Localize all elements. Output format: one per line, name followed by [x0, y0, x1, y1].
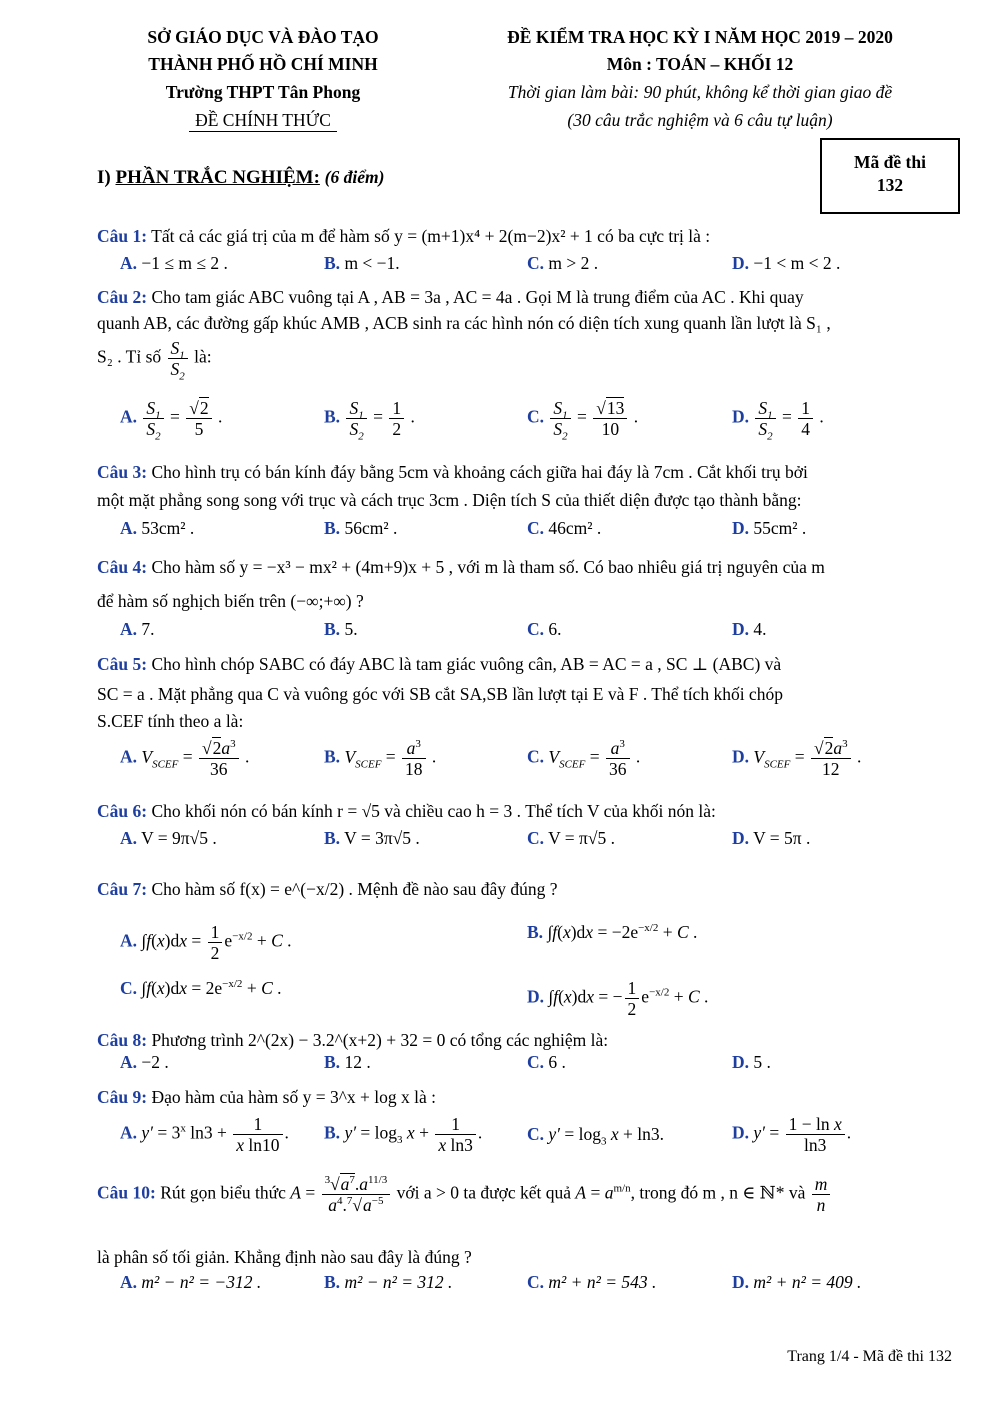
- option-letter: C.: [527, 1124, 545, 1144]
- q2-option-a[interactable]: A. $\frac{S_1}{S_2}$ = $\frac{√2}{5}$ .: [120, 398, 223, 443]
- q5-option-c[interactable]: C. $V_{SCEF}$ = $\frac{a^3}{36}$ .: [527, 738, 641, 779]
- option-letter: C.: [527, 746, 545, 767]
- option-letter: A.: [120, 253, 138, 273]
- question-5-line3: S.CEF tính theo a là:: [97, 711, 244, 731]
- question-8: [97, 1027, 953, 1054]
- q10-option-a[interactable]: [120, 1272, 261, 1293]
- q10-text-end: , trong đó m , n ∈ ℕ* và: [630, 1182, 806, 1203]
- question-2: [97, 284, 953, 311]
- question-label: Câu 2:: [97, 287, 148, 307]
- option-text: 5.: [344, 619, 358, 639]
- option-text: m² + n² = 543 .: [548, 1272, 657, 1292]
- question-text: Cho khối nón có bán kính r = √5 và chiều cao h = 3 . Thể tích V của khối nón là:: [151, 801, 716, 821]
- q10-option-c[interactable]: [527, 1272, 656, 1293]
- question-label: Câu 6:: [97, 801, 148, 821]
- option-text: 46cm² .: [548, 518, 602, 538]
- option-text: m² − n² = −312 .: [141, 1272, 262, 1292]
- option-text: V = 5π .: [753, 828, 811, 848]
- q1-option-a[interactable]: [120, 253, 228, 274]
- q6-option-c[interactable]: [527, 828, 615, 849]
- q7-option-a[interactable]: A. ∫f(x)dx = $\frac{1}{2}$ $e^{-x/2} + C$ .: [120, 922, 292, 963]
- question-label: Câu 4:: [97, 557, 148, 577]
- option-text: V = 9π√5 .: [141, 828, 217, 848]
- section-prefix: I): [97, 167, 116, 188]
- question-2-line2: quanh AB, các đường gấp khúc AMB , ACB sinh ra các hình nón có diện tích xung quanh lần lượt là S₁ ,: [97, 313, 831, 333]
- option-letter: A.: [120, 619, 138, 639]
- question-5-line2: SC = a . Mặt phẳng qua C và vuông góc với SB cắt SA,SB lần lượt tại E và F . Thể tích khối chóp: [97, 684, 783, 704]
- section-title: [97, 167, 384, 189]
- q2-option-b[interactable]: B. $\frac{S_1}{S_2}$ = $\frac{1}{2}$ .: [324, 398, 415, 443]
- option-text: m < −1.: [344, 253, 400, 273]
- question-10-line2: là phân số tối giản. Khẳng định nào sau đây là đúng ?: [97, 1247, 472, 1267]
- subject-line: Môn : TOÁN – KHỐI 12: [606, 54, 794, 74]
- q7-option-b[interactable]: B. $\int f(x)dx = -2e^{-x/2} + C$ .: [527, 922, 698, 942]
- option-letter: D.: [527, 986, 545, 1007]
- option-letter: D.: [732, 828, 750, 848]
- question-text: Tất cả các giá trị của m để hàm số y = (m+1)x⁴ + 2(m−2)x² + 1 có ba cực trị là :: [151, 226, 711, 246]
- q6-option-d[interactable]: [732, 828, 810, 849]
- q4-option-c[interactable]: [527, 619, 562, 640]
- option-letter: C.: [527, 406, 545, 427]
- question-text: Đạo hàm của hàm số y = 3^x + log x là :: [151, 1087, 437, 1107]
- q3-option-a[interactable]: [120, 518, 194, 539]
- question-text: Cho hàm số f(x) = e^(−x/2) . Mệnh đề nào sau đây đúng ?: [151, 879, 558, 899]
- option-letter: C.: [527, 1272, 545, 1292]
- q5-option-b[interactable]: B. $V_{SCEF}$ = $\frac{a^3}{18}$ .: [324, 738, 437, 779]
- question-text-line1: Cho hình chóp SABC có đáy ABC là tam giác vuông cân, AB = AC = a , SC ⊥ (ABC) và: [151, 654, 782, 674]
- q4-option-d[interactable]: [732, 619, 767, 640]
- option-text: m² − n² = 312 .: [344, 1272, 453, 1292]
- question-label: Câu 5:: [97, 654, 148, 674]
- question-2-line3: [97, 338, 212, 383]
- q2-option-c[interactable]: C. $\frac{S_1}{S_2}$ = $\frac{√13}{10}$ .: [527, 398, 639, 443]
- q8-option-d[interactable]: [732, 1052, 771, 1073]
- q6-option-b[interactable]: [324, 828, 420, 849]
- q2-option-d[interactable]: D. $\frac{S_1}{S_2}$ = $\frac{1}{4}$ .: [732, 398, 824, 443]
- option-letter: B.: [324, 746, 341, 767]
- option-text: 6.: [548, 619, 562, 639]
- option-text: −1 ≤ m ≤ 2 .: [141, 253, 228, 273]
- exam-code-label: Mã đề thi: [854, 152, 926, 172]
- option-letter: C.: [120, 978, 138, 998]
- q9-option-d[interactable]: D. y′ = $\frac{\text{1 − ln x}}{\ln 3}$ .: [732, 1114, 852, 1155]
- option-letter: B.: [324, 253, 341, 273]
- question-label: Câu 1:: [97, 226, 148, 246]
- option-letter: D.: [732, 518, 750, 538]
- q1-option-d[interactable]: [732, 253, 840, 274]
- question-5: [97, 651, 953, 678]
- option-letter: C.: [527, 619, 545, 639]
- option-text: V = π√5 .: [548, 828, 615, 848]
- q5-option-d[interactable]: D. $V_{SCEF}$ = $\frac{√2a^3}{12}$ .: [732, 738, 862, 779]
- ratio-fraction: $\frac{S_1}{S_2}$: [168, 338, 188, 379]
- q1-option-c[interactable]: [527, 253, 598, 274]
- option-text: 4.: [753, 619, 767, 639]
- option-letter: A.: [120, 1052, 138, 1072]
- official-label: [88, 110, 438, 131]
- official-text: ĐỀ CHÍNH THỨC: [189, 110, 337, 132]
- question-9: [97, 1084, 953, 1111]
- q3-option-c[interactable]: [527, 518, 601, 539]
- option-letter: A.: [120, 746, 138, 767]
- option-letter: B.: [324, 1122, 341, 1143]
- q8-option-a[interactable]: [120, 1052, 169, 1073]
- option-letter: C.: [527, 1052, 545, 1072]
- question-label: Câu 3:: [97, 462, 148, 482]
- question-3-line2: một mặt phẳng song song với trục và cách trục 3cm . Diện tích S của thiết diện được tạo thành bằng:: [97, 490, 802, 510]
- option-text: V = 3π√5 .: [344, 828, 420, 848]
- question-6: [97, 798, 953, 825]
- question-label: Câu 7:: [97, 879, 148, 899]
- option-text: 53cm² .: [141, 518, 195, 538]
- department-line1: SỞ GIÁO DỤC VÀ ĐÀO TẠO: [147, 27, 379, 47]
- q4-option-a[interactable]: [120, 619, 155, 640]
- question-10: Câu 10: Rút gọn biểu thức A = $\frac{^3√a^7.a^{11/3}}{a^4.^7√a^{-5}}$ với a > 0 ta được kết quả $A = a^{m/n}$, trong đó m , n ∈ ℕ* và $\frac{m}{n}$: [97, 1174, 957, 1215]
- exam-code-value: 132: [876, 175, 904, 195]
- option-letter: B.: [324, 828, 341, 848]
- option-letter: B.: [527, 922, 544, 942]
- option-letter: C.: [527, 518, 545, 538]
- q7-option-c[interactable]: C. $\int f(x)dx = 2e^{-x/2} + C$ .: [120, 978, 282, 998]
- q3-option-b[interactable]: [324, 518, 397, 539]
- question-text-line1: Cho hình trụ có bán kính đáy bằng 5cm và khoảng cách giữa hai đáy là 7cm . Cắt khối trụ bởi: [151, 462, 808, 482]
- time-line: Thời gian làm bài: 90 phút, không kể thời gian giao đề: [507, 82, 893, 102]
- option-letter: B.: [324, 1272, 341, 1292]
- question-1: [97, 223, 953, 250]
- exam-title: ĐỀ KIỂM TRA HỌC KỲ I NĂM HỌC 2019 – 2020: [507, 27, 893, 47]
- q9-option-b[interactable]: B. $y' = \log_3 x$ + $\frac{1}{\text{x ln3}}$ .: [324, 1114, 483, 1155]
- option-text: 5 .: [753, 1052, 771, 1072]
- option-letter: A.: [120, 828, 138, 848]
- question-label: Câu 8:: [97, 1030, 148, 1050]
- option-text: 6 .: [548, 1052, 566, 1072]
- exam-code-box: [820, 138, 960, 214]
- option-text: 7.: [141, 619, 155, 639]
- option-letter: D.: [732, 406, 750, 427]
- option-letter: D.: [732, 1052, 750, 1072]
- q1-option-b[interactable]: [324, 253, 400, 274]
- option-text: −2 .: [141, 1052, 169, 1072]
- option-text: m² + n² = 409 .: [753, 1272, 862, 1292]
- option-letter: A.: [120, 1122, 138, 1143]
- q9-option-c[interactable]: C. $y' = \log_3 x + \ln 3$.: [527, 1124, 664, 1148]
- q9-option-a[interactable]: A. $y' = 3^x$ ln3 + $\frac{1}{\text{x ln10}}$ .: [120, 1114, 289, 1155]
- option-letter: C.: [527, 828, 545, 848]
- q10-expression: $\frac{^3√a^7.a^{11/3}}{a^4.^7√a^{-5}}$: [322, 1174, 391, 1215]
- page-footer: Trang 1/4 - Mã đề thi 132: [787, 1348, 952, 1365]
- option-letter: A.: [120, 1272, 138, 1292]
- option-letter: B.: [324, 619, 341, 639]
- option-letter: D.: [732, 1122, 750, 1143]
- option-text: 55cm² .: [753, 518, 807, 538]
- q8-option-c[interactable]: [527, 1052, 566, 1073]
- question-label: Câu 10:: [97, 1182, 156, 1203]
- option-text: m > 2 .: [548, 253, 599, 273]
- question-label: Câu 9:: [97, 1087, 148, 1107]
- section-heading: PHẦN TRẮC NGHIỆM:: [115, 167, 320, 188]
- question-text: Phương trình 2^(2x) − 3.2^(x+2) + 32 = 0 có tổng các nghiệm là:: [151, 1030, 609, 1050]
- q10-text-mid: với a > 0 ta được kết quả: [396, 1182, 571, 1203]
- ratio-prefix: S₂ . Tỉ số: [97, 346, 162, 367]
- q4-option-b[interactable]: [324, 619, 358, 640]
- option-letter: C.: [527, 253, 545, 273]
- option-letter: D.: [732, 619, 750, 639]
- option-letter: D.: [732, 746, 750, 767]
- q10-option-d[interactable]: [732, 1272, 861, 1293]
- department-line2: THÀNH PHỐ HỒ CHÍ MINH: [148, 54, 378, 74]
- q3-option-d[interactable]: [732, 518, 806, 539]
- question-4-line2: để hàm số nghịch biến trên (−∞;+∞) ?: [97, 591, 364, 611]
- section-points: (6 điểm): [324, 167, 385, 187]
- q8-option-b[interactable]: [324, 1052, 371, 1073]
- ratio-suffix: là:: [194, 346, 212, 367]
- question-4: [97, 554, 953, 581]
- option-letter: A.: [120, 518, 138, 538]
- question-7: [97, 876, 953, 903]
- option-letter: A.: [120, 406, 138, 427]
- q7-option-d[interactable]: D. ∫f(x)dx = − $\frac{1}{2}$ $e^{-x/2} + C$ .: [527, 978, 709, 1019]
- school-name: Trường THPT Tân Phong: [165, 82, 361, 102]
- question-3: [97, 459, 953, 486]
- option-letter: B.: [324, 406, 341, 427]
- question-text-line1: Cho tam giác ABC vuông tại A , AB = 3a , AC = 4a . Gọi M là trung điểm của AC . Khi quay: [151, 287, 804, 307]
- option-letter: D.: [732, 253, 750, 273]
- option-text: −1 < m < 2 .: [753, 253, 841, 273]
- option-letter: A.: [120, 930, 138, 951]
- q5-option-a[interactable]: A. $V_{SCEF}$ = $\frac{√2a^3}{36}$ .: [120, 738, 250, 779]
- structure-line: (30 câu trắc nghiệm và 6 câu tự luận): [567, 110, 833, 130]
- option-letter: B.: [324, 518, 341, 538]
- option-text: 12 .: [344, 1052, 371, 1072]
- option-letter: D.: [732, 1272, 750, 1292]
- q10-option-b[interactable]: [324, 1272, 452, 1293]
- option-text: 56cm² .: [344, 518, 398, 538]
- q6-option-a[interactable]: [120, 828, 217, 849]
- question-text-line1: Cho hàm số y = −x³ − mx² + (4m+9)x + 5 , với m là tham số. Có bao nhiêu giá trị nguyên của m: [151, 557, 825, 577]
- option-letter: B.: [324, 1052, 341, 1072]
